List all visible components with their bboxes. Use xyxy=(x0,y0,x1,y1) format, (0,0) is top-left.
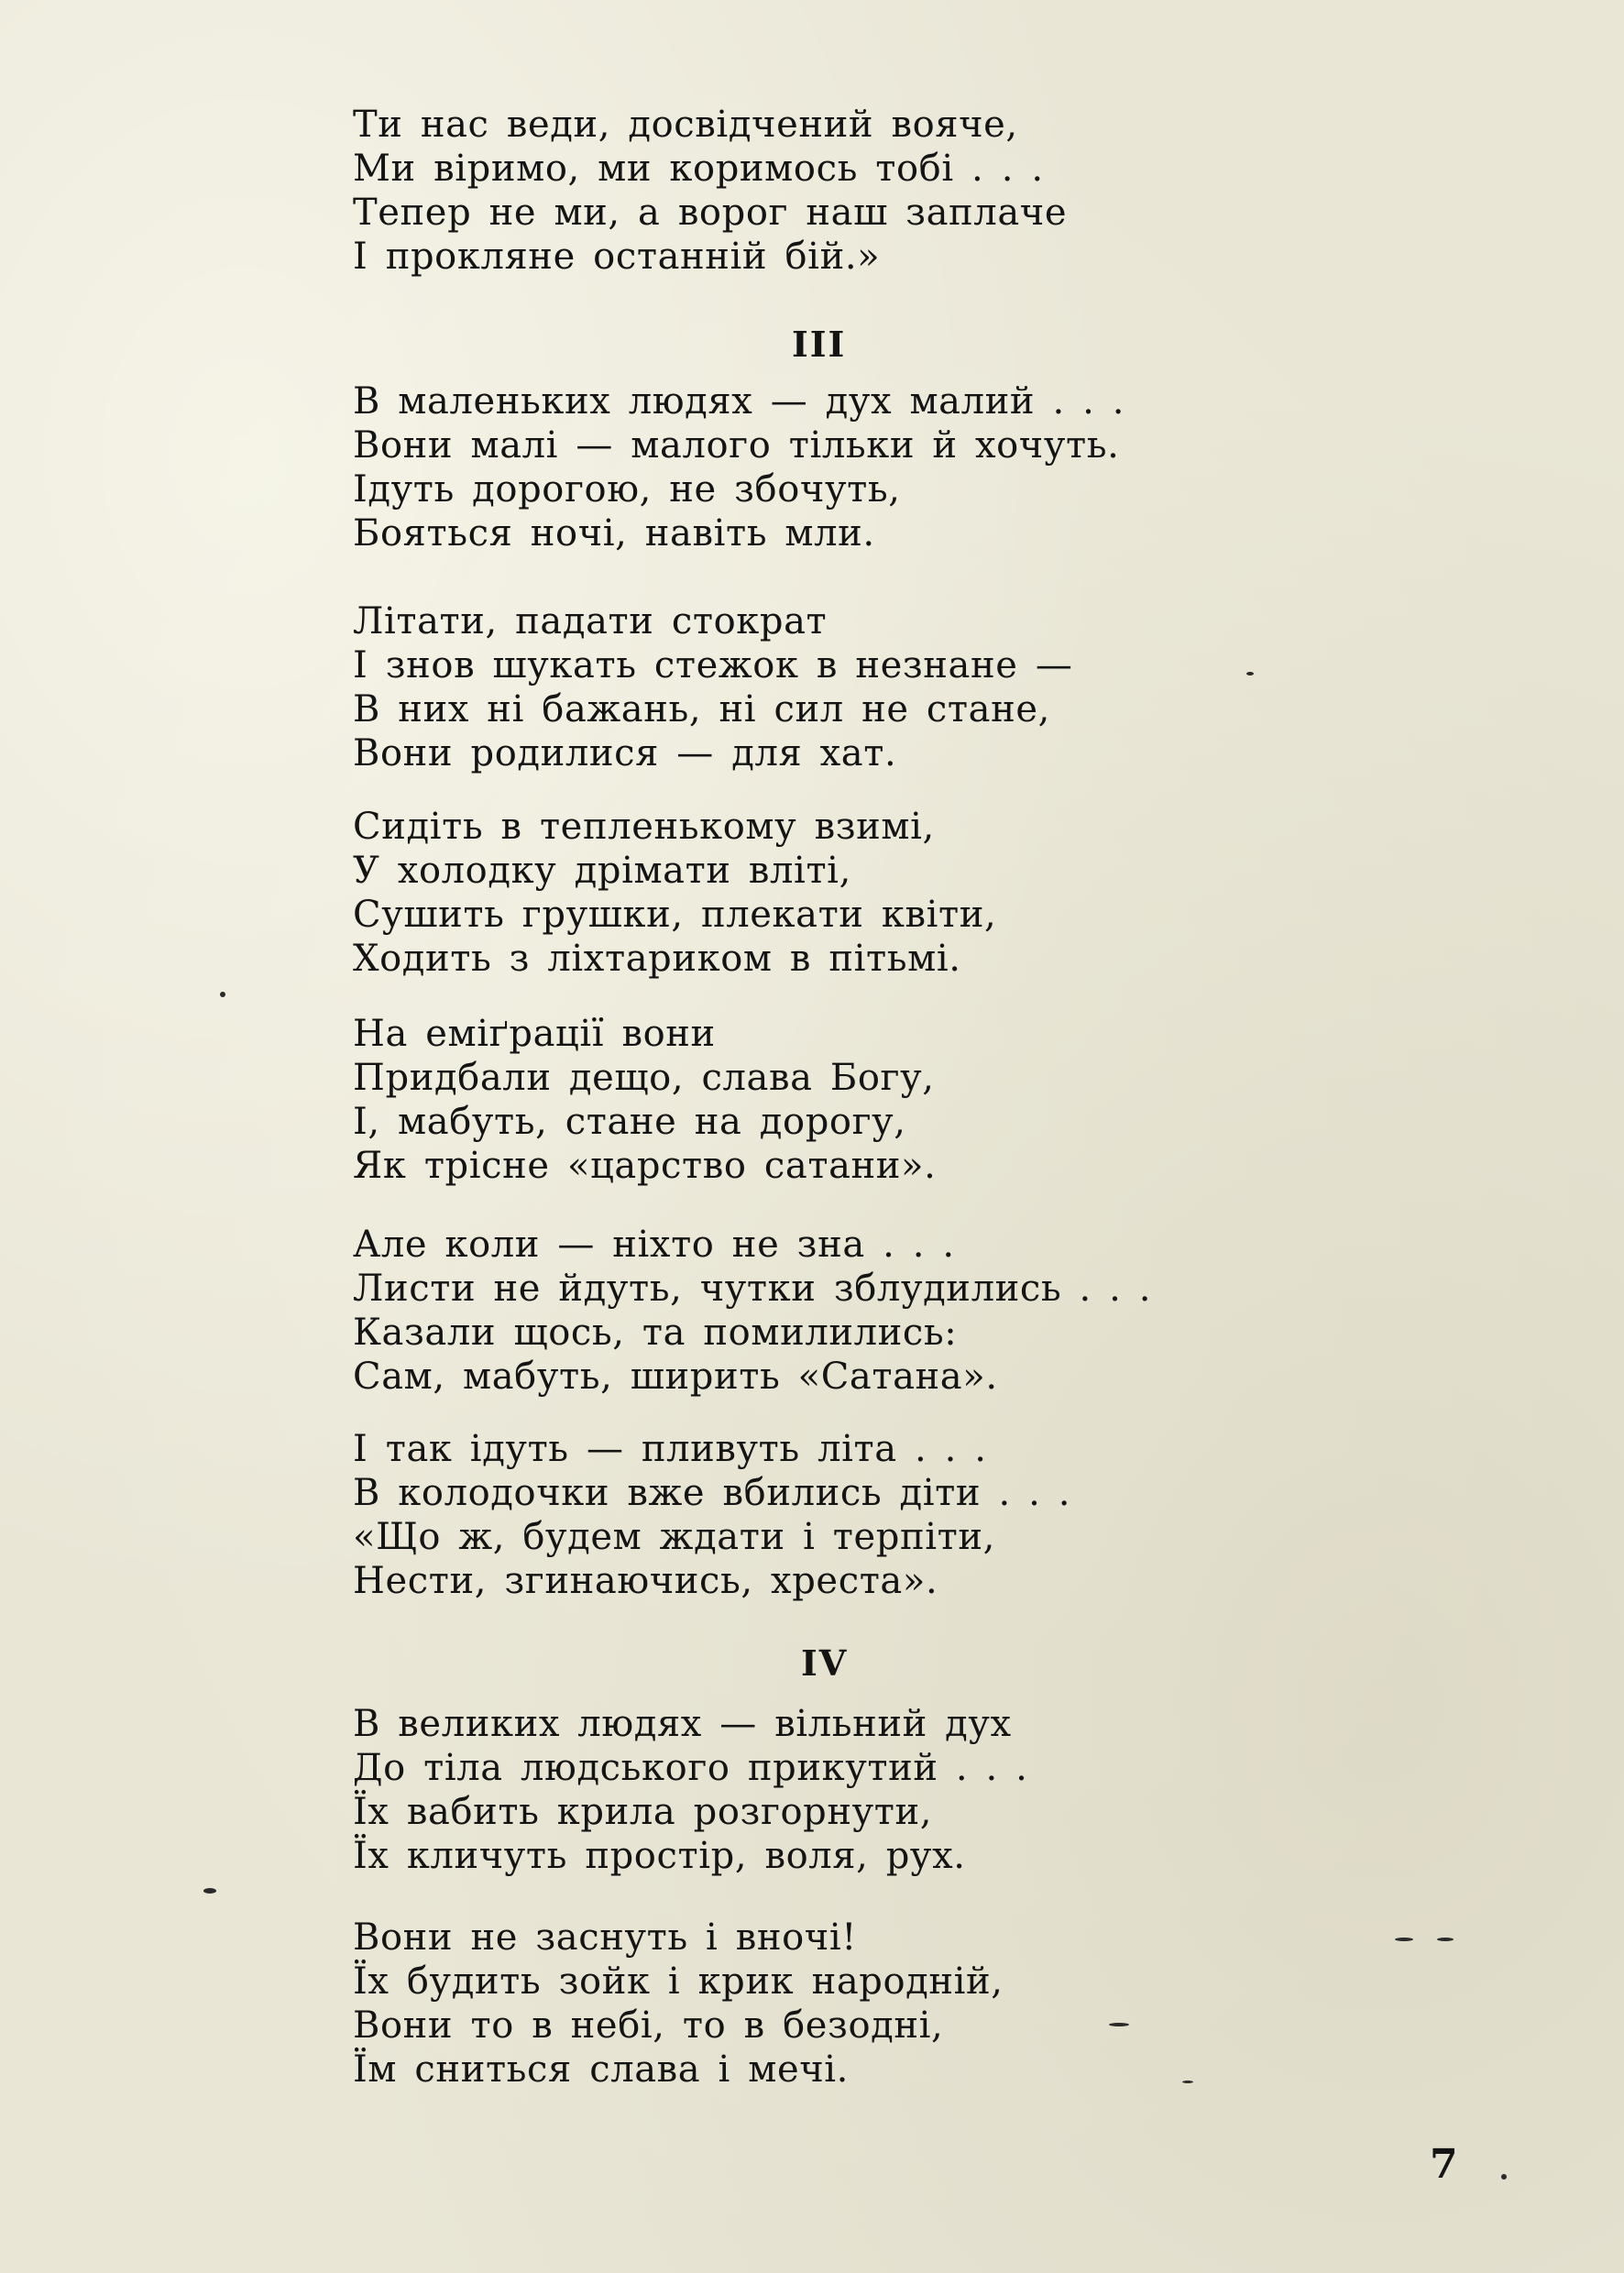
poem-line: Вони то в небі, то в безодні, xyxy=(353,2004,944,2047)
section-heading: III xyxy=(792,324,847,365)
poem-line: Вони малі — малого тільки й хочуть. xyxy=(353,424,1120,467)
ink-speck xyxy=(203,1888,216,1894)
stanza xyxy=(353,1702,1028,1878)
poem-line: Але коли — ніхто не зна . . . xyxy=(353,1224,955,1266)
poem-line: Ми віримо, ми коримось тобі . . . xyxy=(353,148,1044,190)
poem-line: Вони не заснуть і вночі! xyxy=(353,1916,857,1959)
poem-line: Їх кличуть простір, воля, рух. xyxy=(353,1835,966,1877)
poem-line: В маленьких людях — дух малий . . . xyxy=(353,380,1125,423)
poem-line: Сушить грушки, плекати квіти, xyxy=(353,894,997,936)
stanza xyxy=(353,805,996,981)
poem-line: Ходить з ліхтариком в пітьмі. xyxy=(353,938,961,980)
poem-line: І, мабуть, стане на дорогу, xyxy=(353,1101,906,1143)
poem-line: Їх вабить крила розгорнути, xyxy=(353,1791,933,1833)
ink-speck xyxy=(1109,2023,1129,2026)
poem-line: На еміґрації вони xyxy=(353,1013,716,1055)
stanza xyxy=(353,1223,1151,1399)
section-heading: IV xyxy=(801,1642,849,1684)
stanza xyxy=(353,103,1067,279)
poem-line: І знов шукать стежок в незнане — xyxy=(353,644,1073,686)
poem-line: Бояться ночі, навіть мли. xyxy=(353,512,875,555)
poem-line: Сидіть в тепленькому взимі, xyxy=(353,806,935,848)
poem-line: Листи не йдуть, чутки зблудились . . . xyxy=(353,1268,1152,1310)
poem-line: Ти нас веди, досвідчений вояче, xyxy=(353,104,1018,146)
poem-line: Вони родилися — для хат. xyxy=(353,732,897,774)
poem-line: Тепер не ми, а ворог наш заплаче xyxy=(353,192,1068,234)
poem-line: І прокляне останній бій.» xyxy=(353,236,881,278)
ink-speck xyxy=(1246,672,1254,675)
stanza xyxy=(353,1012,936,1188)
ink-speck xyxy=(1395,1938,1413,1941)
page-number: 7 xyxy=(1430,2141,1458,2188)
ink-speck xyxy=(1501,2174,1507,2180)
poem-line: Нести, згинаючись, хреста». xyxy=(353,1560,938,1602)
stanza xyxy=(353,1916,1004,2092)
poem-line: І так ідуть — пливуть літа . . . xyxy=(353,1428,987,1470)
poem-line: Їх будить зойк і крик народній, xyxy=(353,1960,1004,2003)
ink-speck xyxy=(1437,1938,1454,1941)
poem-line: В колодочки вже вбились діти . . . xyxy=(353,1472,1071,1514)
poem-line: До тіла людського прикутий . . . xyxy=(353,1747,1028,1789)
poem-line: В великих людях — вільний дух xyxy=(353,1703,1012,1745)
stanza xyxy=(353,1427,1070,1603)
poem-line: Казали щось, та помилились: xyxy=(353,1312,958,1354)
poem-line: В них ні бажань, ні сил не стане, xyxy=(353,688,1050,730)
poem-line: У холодку дрімати вліті, xyxy=(353,850,851,892)
poem-line: Як трісне «царство сатани». xyxy=(353,1145,937,1187)
ink-speck xyxy=(220,992,225,997)
poem-line: Придбали дещо, слава Богу, xyxy=(353,1057,935,1099)
ink-speck xyxy=(1182,2081,1193,2083)
stanza xyxy=(353,599,1072,775)
stanza xyxy=(353,379,1125,555)
poem-line: Їм сниться слава і мечі. xyxy=(353,2048,849,2091)
poem-line: «Що ж, будем ждати і терпіти, xyxy=(353,1516,995,1558)
poem-line: Ідуть дорогою, не збочуть, xyxy=(353,468,901,511)
poem-line: Сам, мабуть, ширить «Сатана». xyxy=(353,1356,998,1398)
poem-line: Літати, падати стократ xyxy=(353,600,828,642)
